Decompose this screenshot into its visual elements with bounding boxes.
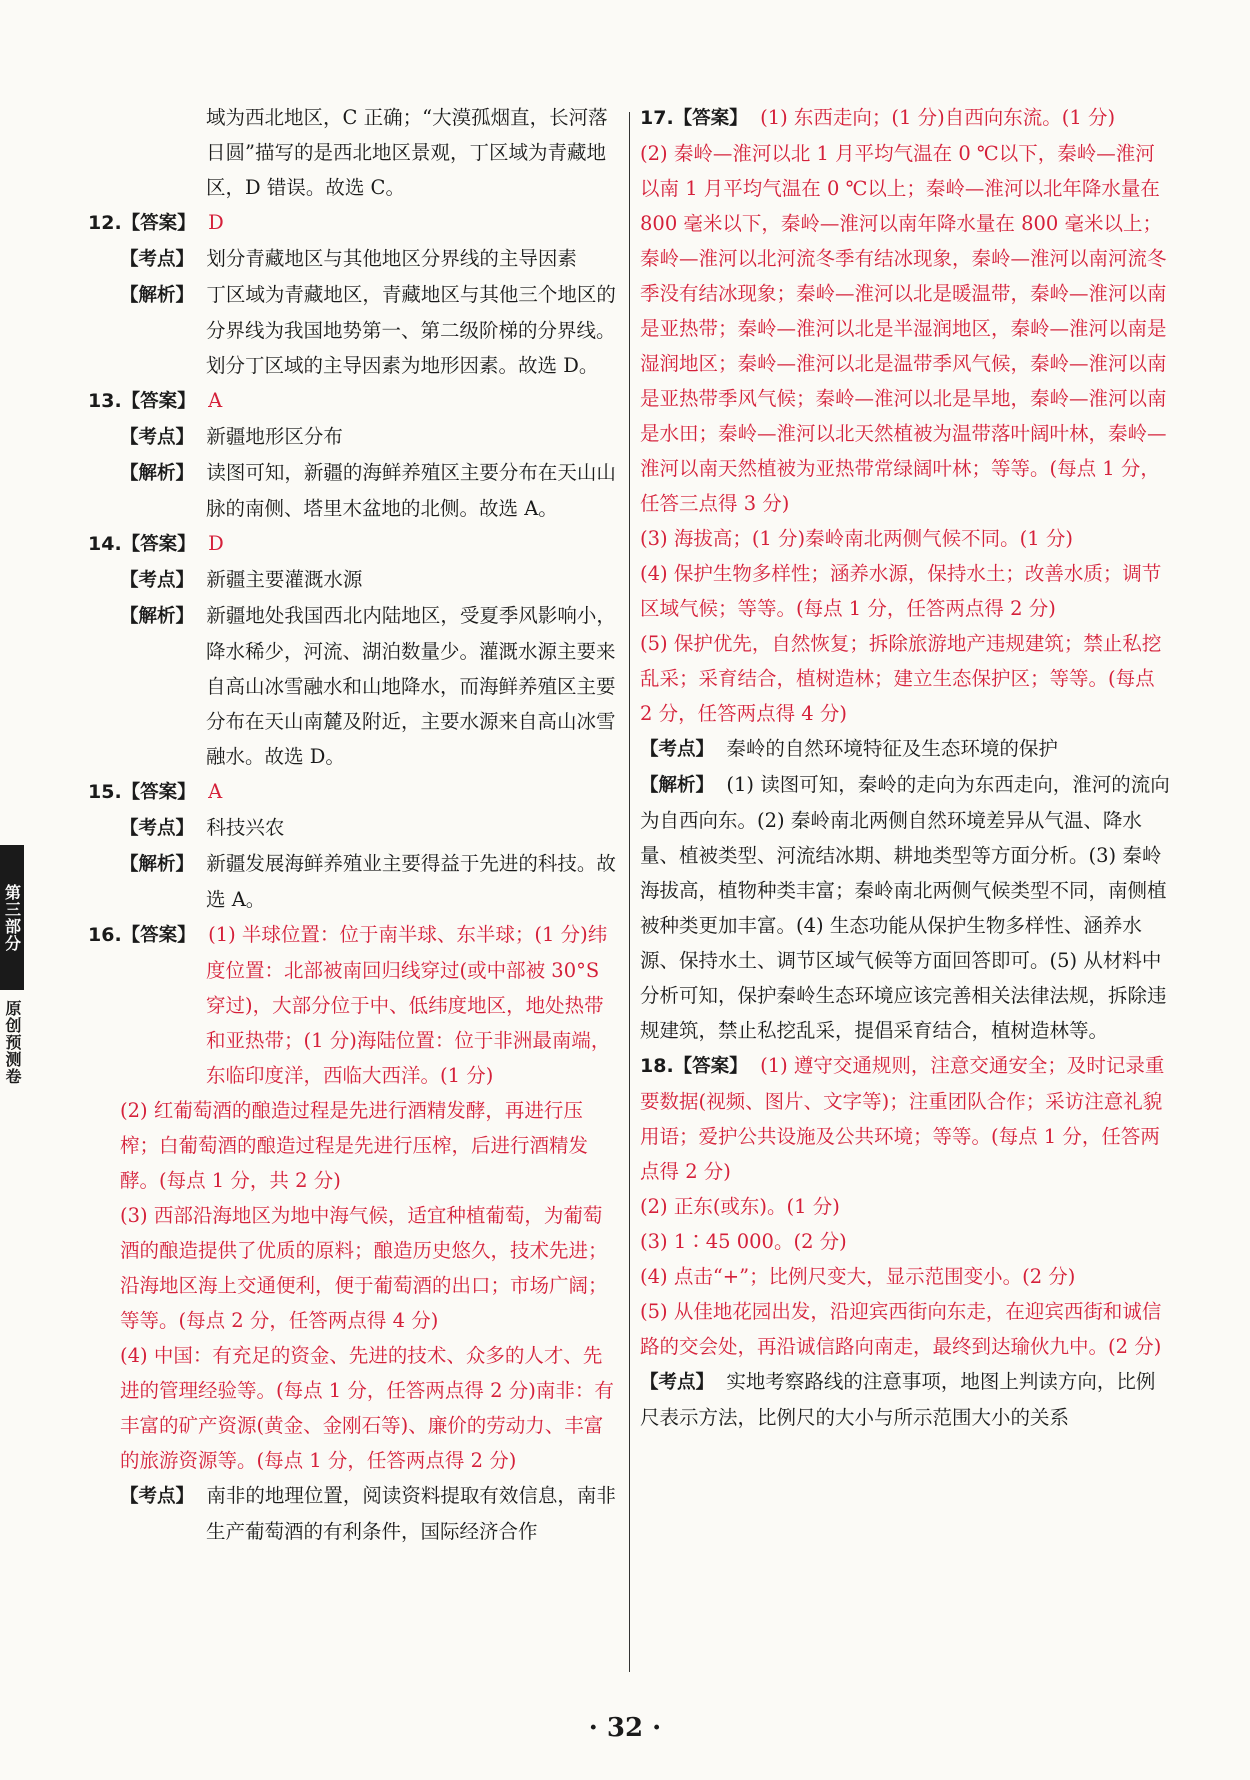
- q13-number: 13.: [88, 390, 122, 412]
- q12-kd-tag: 【考点】: [120, 249, 195, 270]
- q17-jx: (1) 读图可知，秦岭的走向为东西走向，淮河的流向为自西向东。(2) 秦岭南北两侧自然环境差异从气温、降水量、植被类型、河流结冰期、耕地类型等方面分析。(3) 秦岭海拔高，植物种类丰富；秦岭南北两侧气候类型不同，南侧植被种类更加丰富。(4) 生态功能从保护生物多样性、涵养水源、保持水土、调节区域气候等方面回答即可。(5) 从材料中分析可知，保护秦岭生态环境应该完善相关法律法规，拆除违规建筑，禁止私挖乱采，提倡采育结合，植树造林等。: [640, 773, 1170, 1042]
- q17-answer-1: (1) 东西走向；(1 分)自西向东流。(1 分): [760, 106, 1116, 129]
- q16-kd-tag: 【考点】: [120, 1486, 195, 1507]
- q15-kd: 科技兴农: [206, 816, 285, 839]
- question-18: [640, 1048, 1170, 1435]
- q15-number: 15.: [88, 781, 122, 803]
- q16-answer-1: (1) 半球位置：位于南半球、东半球；(1 分)纬度位置：北部被南回归线穿过(或中部被 30°S 穿过)，大部分位于中、低纬度地区，地处热带和亚热带；(1 分)海陆位置：位于非洲最南端，东临印度洋，西临大西洋。(1 分): [206, 923, 611, 1087]
- q15-jx-tag: 【解析】: [120, 854, 195, 875]
- q18-answer-3: (3) 1∶45 000。(2 分): [640, 1230, 847, 1253]
- q12-answer: D: [208, 211, 224, 234]
- page-number: · 32 ·: [588, 1713, 662, 1743]
- q18-kd: 实地考察路线的注意事项，地图上判读方向，比例尺表示方法，比例尺的大小与所示范围大小的关系: [640, 1370, 1156, 1429]
- q12-jx: 丁区域为青藏地区，青藏地区与其他三个地区的分界线为我国地势第一、第二级阶梯的分界线。划分丁区域的主导因素为地形因素。故选 D。: [206, 283, 616, 377]
- q15-kd-tag: 【考点】: [120, 818, 195, 839]
- q11-continuation: 域为西北地区，C 正确；“大漠孤烟直，长河落日圆”描写的是西北地区景观，丁区域为青藏地区，D 错误。故选 C。: [206, 106, 608, 199]
- section-tab: 第三部分: [0, 845, 24, 990]
- q12-answer-tag: 【答案】: [121, 213, 196, 234]
- q12-jx-tag: 【解析】: [120, 285, 195, 306]
- q18-answer-2: (2) 正东(或东)。(1 分): [640, 1195, 840, 1218]
- q16-number: 16.: [88, 924, 122, 946]
- q14-jx: 新疆地处我国西北内陆地区，受夏季风影响小，降水稀少，河流、湖泊数量少。灌溉水源主要来自高山冰雪融水和山地降水，而海鲜养殖区主要分布在天山南麓及附近，主要水源来自高山冰雪融水。故选 D。: [206, 604, 616, 768]
- q17-answer-5: (5) 保护优先，自然恢复；拆除旅游地产违规建筑；禁止私挖乱采；采育结合，植树造林；建立生态保护区；等等。(每点 2 分，任答两点得 4 分): [640, 632, 1162, 725]
- q13-kd-tag: 【考点】: [120, 427, 195, 448]
- q17-kd-tag: 【考点】: [640, 739, 715, 760]
- q16-answer-3: (3) 西部沿海地区为地中海气候，适宜种植葡萄，为葡萄酒的酿造提供了优质的原料；酿造历史悠久，技术先进；沿海地区海上交通便利，便于葡萄酒的出口；市场广阔；等等。(每点 2 分，任答两点得 4 分): [120, 1204, 608, 1332]
- q17-answer-2: (2) 秦岭—淮河以北 1 月平均气温在 0 ℃以下，秦岭—淮河以南 1 月平均气温在 0 ℃以上；秦岭—淮河以北年降水量在 800 毫米以下，秦岭—淮河以南年降水量在 800 毫米以上；秦岭—淮河以北河流冬季有结冰现象，秦岭—淮河以南河流冬季没有结冰现象；秦岭—淮河以北是暖温带，秦岭—淮河以南是亚热带；秦岭—淮河以北是半湿润地区，秦岭—淮河以南是湿润地区；秦岭—淮河以北是温带季风气候，秦岭—淮河以南是亚热带季风气候；秦岭—淮河以北是旱地，秦岭—淮河以南是水田；秦岭—淮河以北天然植被为温带落叶阔叶林，秦岭—淮河以南天然植被为亚热带常绿阔叶林；等等。(每点 1 分，任答三点得 3 分): [640, 142, 1167, 515]
- q15-answer-tag: 【答案】: [121, 782, 196, 803]
- q14-number: 14.: [88, 533, 122, 555]
- q18-answer-1: (1) 遵守交通规则，注意交通安全；及时记录重要数据(视频、图片、文字等)；注重团队合作；采访注意礼貌用语；爱护公共设施及公共环境；等等。(每点 1 分，任答两点得 2 分): [640, 1054, 1165, 1183]
- q12-kd: 划分青藏地区与其他地区分界线的主导因素: [206, 247, 577, 270]
- question-15: [88, 774, 618, 917]
- right-column: [640, 100, 1170, 1435]
- q15-jx: 新疆发展海鲜养殖业主要得益于先进的科技。故选 A。: [206, 852, 616, 911]
- question-16: [88, 917, 618, 1549]
- question-13: [88, 383, 618, 526]
- q14-jx-tag: 【解析】: [120, 606, 195, 627]
- section-title: 原创预测卷: [3, 1000, 22, 1085]
- q13-jx-tag: 【解析】: [120, 463, 195, 484]
- q16-answer-tag: 【答案】: [121, 925, 196, 946]
- q13-answer-tag: 【答案】: [121, 391, 196, 412]
- q17-answer-tag: 【答案】: [673, 108, 748, 129]
- question-12: [88, 205, 618, 383]
- q17-jx-tag: 【解析】: [640, 775, 715, 796]
- column-divider: [629, 112, 630, 1672]
- q17-number: 17.: [640, 107, 674, 129]
- q13-jx: 读图可知，新疆的海鲜养殖区主要分布在天山山脉的南侧、塔里木盆地的北侧。故选 A。: [206, 461, 616, 520]
- q18-answer-tag: 【答案】: [673, 1056, 748, 1077]
- q17-answer-4: (4) 保护生物多样性；涵养水源，保持水土；改善水质；调节区域气候；等等。(每点 1 分，任答两点得 2 分): [640, 562, 1162, 620]
- q13-kd: 新疆地形区分布: [206, 425, 343, 448]
- q18-number: 18.: [640, 1055, 674, 1077]
- q13-answer: A: [208, 389, 223, 412]
- question-14: [88, 526, 618, 774]
- q12-number: 12.: [88, 212, 122, 234]
- q18-kd-tag: 【考点】: [640, 1372, 715, 1393]
- q17-answer-3: (3) 海拔高；(1 分)秦岭南北两侧气候不同。(1 分): [640, 527, 1073, 550]
- q17-kd: 秦岭的自然环境特征及生态环境的保护: [726, 737, 1058, 760]
- q14-kd-tag: 【考点】: [120, 570, 195, 591]
- q15-answer: A: [208, 780, 223, 803]
- q18-answer-5: (5) 从佳地花园出发，沿迎宾西街向东走，在迎宾西街和诚信路的交会处，再沿诚信路向南走，最终到达瑜伙九中。(2 分): [640, 1300, 1162, 1358]
- q16-answer-2: (2) 红葡萄酒的酿造过程是先进行酒精发酵，再进行压榨；白葡萄酒的酿造过程是先进行压榨，后进行酒精发酵。(每点 1 分，共 2 分): [120, 1099, 589, 1192]
- q18-answer-4: (4) 点击“+”；比例尺变大，显示范围变小。(2 分): [640, 1265, 1076, 1288]
- q16-kd: 南非的地理位置，阅读资料提取有效信息，南非生产葡萄酒的有利条件，国际经济合作: [206, 1484, 616, 1543]
- q14-kd: 新疆主要灌溉水源: [206, 568, 363, 591]
- q14-answer: D: [208, 532, 224, 555]
- q16-answer-4: (4) 中国：有充足的资金、先进的技术、众多的人才、先进的管理经验等。(每点 1 分，任答两点得 2 分)南非：有丰富的矿产资源(黄金、金刚石等)、廉价的劳动力、丰富的旅游资源等。(每点 1 分，任答两点得 2 分): [120, 1344, 614, 1472]
- question-17: [640, 100, 1170, 1048]
- left-column: [88, 100, 618, 1549]
- q14-answer-tag: 【答案】: [121, 534, 196, 555]
